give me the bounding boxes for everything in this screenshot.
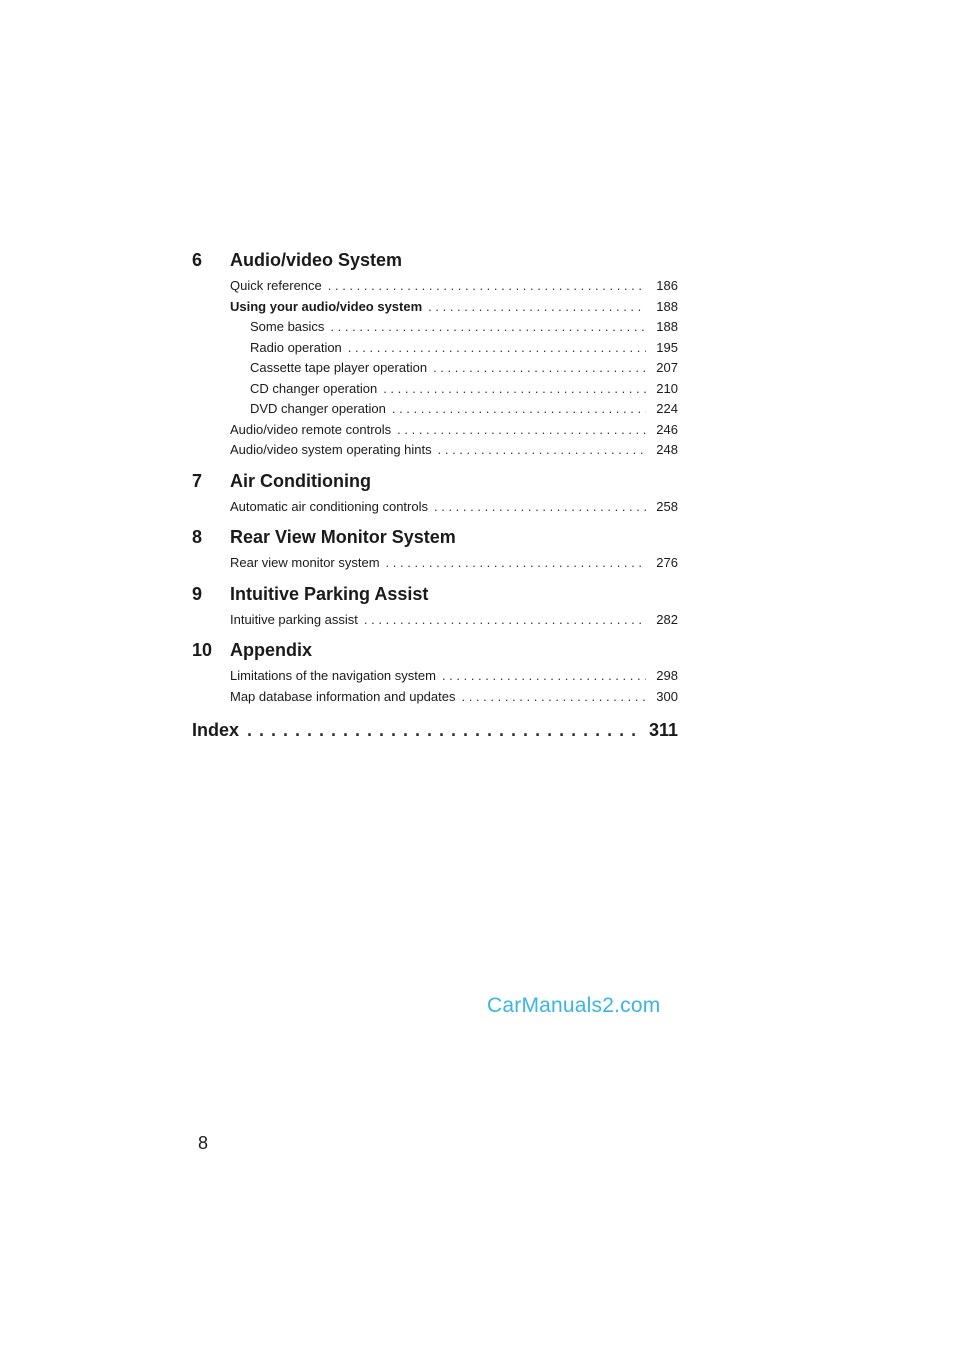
entry-page: 276 <box>656 555 678 570</box>
toc-entry[interactable] <box>192 610 678 631</box>
entry-page: 195 <box>656 339 678 355</box>
entry-label: Map database information and updates <box>230 688 456 704</box>
section-entries <box>192 276 678 461</box>
section-heading[interactable] <box>192 248 678 273</box>
entry-page: 186 <box>656 278 678 293</box>
entry-label: DVD changer operation <box>250 401 386 416</box>
entry-label: Radio operation <box>250 339 342 355</box>
section-number: 8 <box>192 527 203 547</box>
entry-label: Rear view monitor system <box>230 555 380 570</box>
dot-leader <box>386 553 646 574</box>
toc-entry[interactable] <box>192 338 678 359</box>
dot-leader <box>428 297 646 318</box>
entry-label: Using your audio/video system <box>230 298 423 314</box>
section-gap <box>192 517 678 525</box>
entry-page: 282 <box>656 611 678 627</box>
entry-label: Cassette tape player operation <box>250 360 428 375</box>
entry-page: 207 <box>656 360 678 375</box>
section-gap <box>192 574 678 582</box>
dot-leader <box>247 717 641 743</box>
toc-section <box>192 248 678 461</box>
entry-page: 298 <box>656 668 678 683</box>
toc-section <box>192 582 678 631</box>
section-title: Air Conditioning <box>230 470 371 491</box>
section-gap <box>192 461 678 469</box>
toc-section <box>192 525 678 574</box>
entry-page: 210 <box>656 380 678 396</box>
dot-leader <box>364 610 646 631</box>
toc-entry[interactable] <box>192 666 678 687</box>
entry-page: 300 <box>656 688 678 704</box>
section-heading[interactable] <box>192 582 678 607</box>
entry-page: 188 <box>656 298 678 314</box>
section-heading[interactable] <box>192 469 678 494</box>
section-heading[interactable] <box>192 525 678 550</box>
toc-sections <box>192 248 678 707</box>
dot-leader <box>383 379 646 400</box>
toc-entry[interactable] <box>192 399 678 420</box>
dot-leader <box>392 399 646 420</box>
section-entries <box>192 610 678 631</box>
index-label: Index <box>192 720 240 740</box>
section-title: Rear View Monitor System <box>230 527 456 547</box>
toc-entry[interactable] <box>192 553 678 574</box>
entry-page: 188 <box>656 319 678 334</box>
dot-leader <box>433 358 646 379</box>
toc-index-entry[interactable] <box>192 717 678 743</box>
section-title: Intuitive Parking Assist <box>230 583 429 604</box>
entry-page: 224 <box>656 401 678 416</box>
entry-page: 246 <box>656 421 678 437</box>
entry-label: Quick reference <box>230 278 322 293</box>
entry-label: CD changer operation <box>250 380 378 396</box>
section-number: 6 <box>192 250 203 270</box>
toc-entry[interactable] <box>192 317 678 338</box>
dot-leader <box>330 317 646 338</box>
section-entries <box>192 497 678 518</box>
dot-leader <box>442 666 646 687</box>
section-entries <box>192 666 678 707</box>
entry-page: 258 <box>656 498 678 514</box>
entry-label: Audio/video system operating hints <box>230 442 432 457</box>
section-title: Appendix <box>230 640 313 660</box>
toc-entry[interactable] <box>192 497 678 518</box>
dot-leader <box>438 440 646 461</box>
toc-section <box>192 638 678 707</box>
table-of-contents <box>192 248 678 743</box>
dot-leader <box>397 420 646 441</box>
entry-label: Some basics <box>250 319 325 334</box>
section-title: Audio/video System <box>230 250 403 270</box>
index-page: 311 <box>648 720 678 740</box>
toc-entry[interactable] <box>192 420 678 441</box>
section-number: 7 <box>192 470 203 491</box>
entry-label: Intuitive parking assist <box>230 611 358 627</box>
toc-entry[interactable] <box>192 687 678 708</box>
dot-leader <box>462 687 647 708</box>
dot-leader <box>434 497 646 518</box>
entry-page: 248 <box>656 442 678 457</box>
dot-leader <box>328 276 646 297</box>
section-number: 9 <box>192 583 203 604</box>
toc-entry[interactable] <box>192 276 678 297</box>
toc-entry[interactable] <box>192 440 678 461</box>
toc-section <box>192 469 678 518</box>
page-number: 8 <box>198 1133 209 1153</box>
watermark-logo: CarManuals2.com <box>487 994 661 1017</box>
section-entries <box>192 553 678 574</box>
entry-label: Audio/video remote controls <box>230 421 392 437</box>
section-number: 10 <box>192 640 213 660</box>
toc-entry[interactable] <box>192 358 678 379</box>
entry-label: Limitations of the navigation system <box>230 668 436 683</box>
entry-label: Automatic air conditioning controls <box>230 498 428 514</box>
section-gap <box>192 630 678 638</box>
toc-entry[interactable] <box>192 379 678 400</box>
dot-leader <box>348 338 646 359</box>
toc-entry[interactable] <box>192 297 678 318</box>
section-heading[interactable] <box>192 638 678 663</box>
